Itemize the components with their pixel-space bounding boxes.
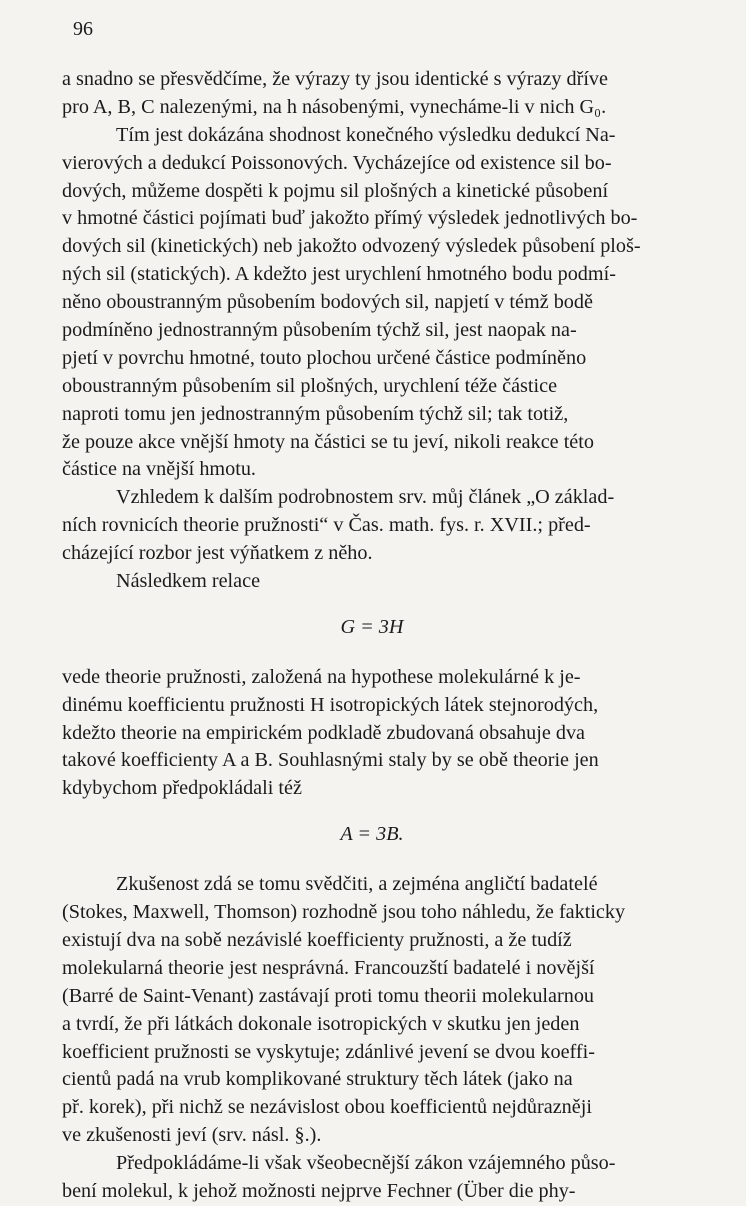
text-line: pro A, B, C nalezenými, na h násobenými, vynecháme-li v nich G₀. [62, 95, 607, 118]
text-line: vede theorie pružnosti, založená na hypothese molekulárné k je- [62, 665, 581, 688]
text-line: částice na vnější hmotu. [62, 458, 256, 481]
text-line: ve zkušenosti jeví (srv. násl. §.). [62, 1124, 322, 1147]
page-number: 96 [73, 18, 93, 40]
text-line: ních rovnicích theorie pružnosti“ v Čas. math. fys. r. XVII.; před- [62, 514, 591, 537]
text-line: (Stokes, Maxwell, Thomson) rozhodně jsou toho náhledu, že fakticky [62, 901, 626, 924]
formula-text: A = 3B. [340, 823, 404, 846]
text-line: kdežto theorie na empirickém podkladě zbudovaná obsahuje dva [62, 721, 586, 744]
formula-g-equals-3h [62, 614, 682, 642]
text-line: existují dva na sobě nezávislé koefficienty pružnosti, a že tudíž [62, 928, 572, 951]
text-line: koefficient pružnosti se vyskytuje; zdánlivé jevení se dvou koeffi- [62, 1040, 595, 1063]
text-line: oboustranným působením sil plošných, urychlení téže částice [62, 374, 558, 397]
text-line: ných sil (statických). A kdežto jest urychlení hmotného bodu podmí- [62, 263, 616, 286]
formula-a-equals-3b [62, 821, 682, 849]
body-text [62, 66, 682, 1206]
text-line: Zkušenost zdá se tomu svědčiti, a zejména angličtí badatelé [116, 873, 598, 896]
text-line: (Barré de Saint-Venant) zastávají proti tomu theorii molekularnou [62, 984, 595, 1007]
text-line: Předpokládáme-li však všeobecnější zákon vzájemného půso- [116, 1152, 616, 1175]
text-line: vierových a dedukcí Poissonových. Vycházejíce od existence sil bo- [62, 151, 612, 174]
text-line: dových sil (kinetických) neb jakožto odvozený výsledek působení ploš- [62, 235, 641, 258]
text-line: molekularná theorie jest nesprávná. Francouzští badatelé i novější [62, 956, 595, 979]
text-line: bení molekul, k jehož možnosti nejprve Fechner (Über die phy- [62, 1179, 576, 1202]
text-line: naproti tomu jen jednostranným působením týchž sil; tak totiž, [62, 402, 569, 425]
text-line: př. korek), při nichž se nezávislost obou koefficientů nejdůrazněji [62, 1096, 592, 1119]
text-line: takové koefficienty A a B. Souhlasnými staly by se obě theorie jen [62, 749, 599, 772]
text-line: a tvrdí, že při látkách dokonale isotropických v skutku jen jeden [62, 1012, 580, 1035]
text-line: cházející rozbor jest výňatkem z něho. [62, 542, 373, 565]
text-line: něno oboustranným působením bodových sil, napjetí v témž bodě [62, 291, 593, 314]
text-line: podmíněno jednostranným působením týchž sil, jest naopak na- [62, 319, 577, 342]
text-line: dinému koefficientu pružnosti H isotropických látek stejnorodých, [62, 693, 599, 716]
text-line: dových, můžeme dospěti k pojmu sil plošných a kinetické působení [62, 179, 609, 202]
text-line: cientů padá na vrub komplikované struktury těch látek (jako na [62, 1068, 573, 1091]
formula-text: G = 3H [340, 615, 404, 638]
text-line: a snadno se přesvědčíme, že výrazy ty jsou identické s výrazy dříve [62, 68, 608, 90]
text-line: Tím jest dokázána shodnost konečného výsledku dedukcí Na- [116, 123, 616, 146]
text-line: v hmotné částici pojímati buď jakožto přímý výsledek jednotlivých bo- [62, 207, 638, 230]
text-line: kdybychom předpokládali též [62, 777, 302, 800]
text-line: že pouze akce vnější hmoty na částici se tu jeví, nikoli reakce této [62, 430, 594, 453]
text-line: pjetí v povrchu hmotné, touto plochou určené částice podmíněno [62, 346, 587, 369]
text-line: Následkem relace [116, 570, 261, 593]
text-line: Vzhledem k dalším podrobnostem srv. můj článek „O základ- [116, 486, 615, 509]
